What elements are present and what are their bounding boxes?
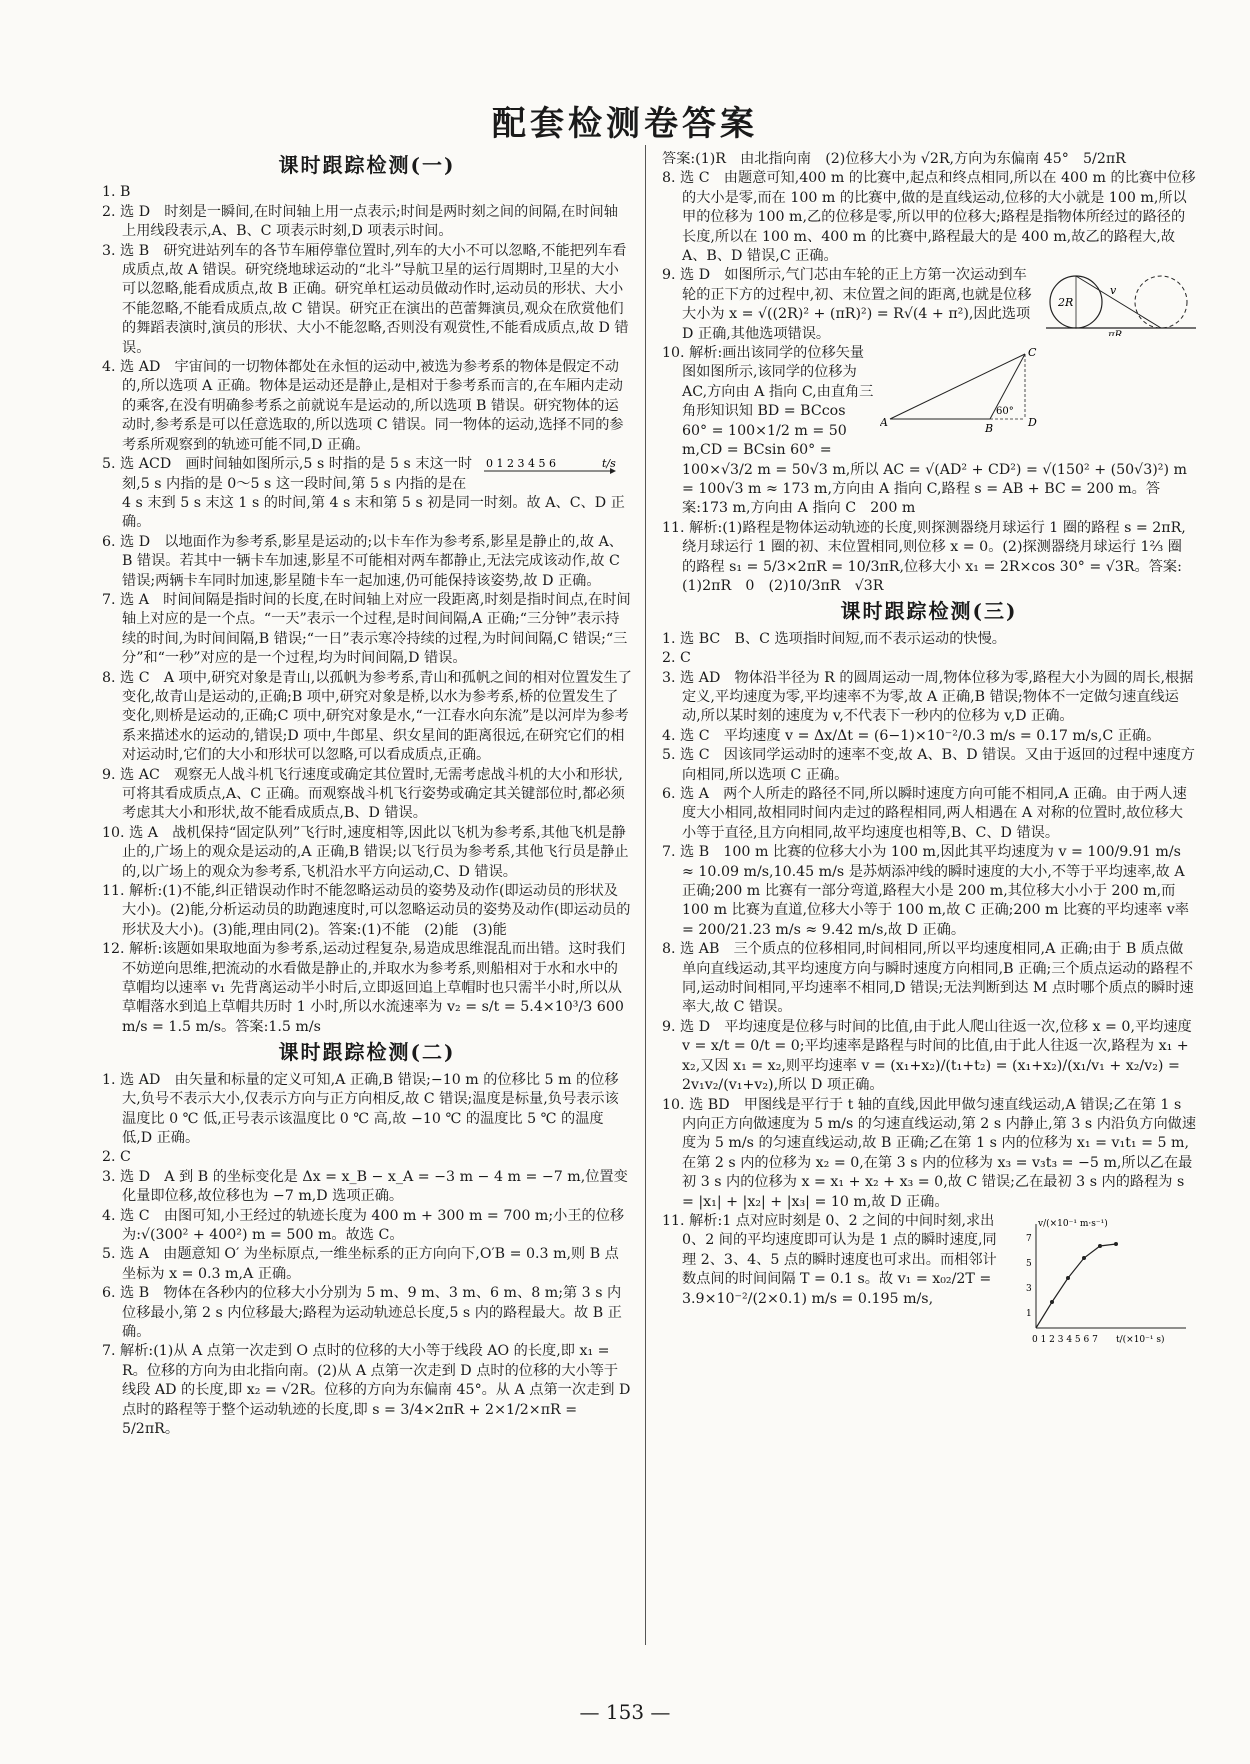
answer-item: 5. 选 ACD 画时间轴如图所示,5 s 时指的是 5 s 末这一时刻,5 s 内指的是 0～5 s 这一段时间,第 5 s 内指的是在 4 s 末到 5 s 末这 1 s 的时间,第 4 s 末和第 5 s 初是同一时刻。故 A、C、D 正确。 — [102, 456, 625, 531]
answer-item: 4. 选 AD 宇宙间的一切物体都处在永恒的运动中,被选为参考系的物体是假定不动的,所以选项 A 正确。物体是运动还是静止,是相对于参考系而言的,在车厢内走动的乘客,在没有明确参考系之前就说车是运动的,所以选项 B 错误。研究物体的运动时,参考系是可以任意选取的,所以选项 C 错误。同一物体的运动,选择不同的参考系所观察到的轨迹可能不同,D 正确。 — [102, 359, 624, 453]
section-heading-1: 课时跟踪检测(一) — [278, 153, 456, 177]
answer-item: 3. 选 AD 物体沿半径为 R 的圆周运动一周,物体位移为零,路程大小为圆的周长,根据定义,平均速度为零,平均速率不为零,故 A 正确,B 错误;物体不一定做匀速直线运动,所以某时刻的速度为 v,不代表下一秒内的位移为 v,D 正确。 — [662, 669, 1194, 725]
right-column — [662, 150, 1196, 1650]
answer-item: 9. 选 D 如图所示,气门芯由车轮的正上方第一次运动到车轮的正下方的过程中,初、末位置之间的距离,也就是位移大小为 x = √((2R)² + (πR)²) = R√(4 + π²),因此选项 D 正确,其他选项错误。 — [662, 267, 1032, 342]
answer-item: 8. 选 C 由题意可知,400 m 的比赛中,起点和终点相同,所以在 400 m 的比赛中位移的大小是零,而在 100 m 的比赛中,做的是直线运动,位移的大小就是 100 m,所以甲的位移为 100 m,乙的位移是零,所以甲的位移大;路程是指物体所经过的路径的长度,所以在 100 m、400 m 的比赛中,路程最大的是 400 m,故乙的路程大,故 A、B、D 错误,C 正确。 — [662, 170, 1196, 265]
answer-item: 10. 选 BD 甲图线是平行于 t 轴的直线,因此甲做匀速直线运动,A 错误;乙在第 1 s 内向正方向做速度为 5 m/s 的匀速直线运动,第 2 s 内静止,第 3 s 内沿负方向做速度为 5 m/s 的匀速直线运动,故 B 正确;乙在第 1 s 内的位移为 x₁ = v₁t₁ = 5 m,在第 2 s 内的位移为 x₂ = 0,在第 3 s 内的位移为 x₃ = v₃t₃ = −5 m,所以乙在最初 3 s 内的位移为 x = x₁ + x₂ + x₃ = 0,故 C 错误;乙在最初 3 s 内的路程为 s = |x₁| + |x₂| + |x₃| = 10 m,故 D 正确。 — [662, 1096, 1196, 1210]
answer-item: 2. C — [102, 1149, 131, 1166]
label-2r: 2R — [1058, 296, 1074, 310]
answer-item: 5. 选 C 因该同学运动时的速率不变,故 A、B、D 错误。又由于返回的过程中速度方向相同,所以选项 C 正确。 — [662, 747, 1195, 783]
answer-item: 6. 选 D 以地面作为参考系,影星是运动的;以卡车作为参考系,影星是静止的,故 A、B 错误。若其中一辆卡车加速,影星不可能相对两车都静止,无法完成该动作,故 C 错误;两辆卡车同时加速,影星随卡车一起加速,仍可能保持该姿势,故 D 正确。 — [102, 533, 623, 589]
velocity-graph-figure — [1016, 1216, 1196, 1352]
graph-xticks: 0 1 2 3 4 5 6 7 — [1032, 1334, 1098, 1345]
answer-item: 8. 选 C A 项中,研究对象是青山,以孤帆为参考系,青山和孤帆之间的相对位置发生了变化,故青山是运动的,正确;B 项中,研究对象是桥,以水为参考系,桥的位置发生了变化,则桥是运动的,正确;C 项中,研究对象是水,“一江春水向东流”是以河岸为参考系来描述水的运动的,错误;D 项中,牛郎星、织女星间的距离很远,在研究它们的相对运动时,它们的大小和形状可以忽略,可以看成质点,正确。 — [102, 669, 632, 764]
answer-item: 9. 选 D 平均速度是位移与时间的比值,由于此人爬山往返一次,位移 x = 0,平均速度 v = x/t = 0/t = 0;平均速率是路程与时间的比值,由于此人往返一次,路程为 x₁ + x₂,又因 x₁ = x₂,则平均速率 v = (x₁+x₂)/(t₁+t₂) = (x₁+x₂)/(x₁/v₁ + x₂/v₂) = 2v₁v₂/(v₁+v₂),所以 D 项正确。 — [662, 1018, 1192, 1094]
answer-item: 6. 选 A 两个人所走的路径不同,所以瞬时速度方向可能不相同,A 正确。由于两人速度大小相同,故相同时间内走过的路程相同,两人相遇在 A 对称的位置时,故位移大小等于直径,且方向相同,故平均速度也相等,B、C、D 错误。 — [662, 786, 1187, 841]
label-v: v — [1110, 284, 1117, 298]
answer-item: 10. 解析:画出该同学的位移矢量图如图所示,该同学的位移为 AC,方向由 A 指向 C,由直角三角形知识知 BD = BCcos 60° = 100×1/2 m = 50 m,CD = BCsin 60° = 100×√3/2 m = 50√3 m,所以 AC = √(AD² + CD²) = √(150² + (50√3)²) m = 100√3 m ≈ 173 m,方向由 A 指向 C,路程 s = AB + BC = 200 m。答案:173 m,方向由 A 指向 C 200 m — [662, 345, 1187, 517]
answer-item: 2. 选 D 时刻是一瞬间,在时间轴上用一点表示;时间是两时刻之间的间隔,在时间轴上用线段表示,A、B、C 项表示时刻,D 项表示时间。 — [102, 203, 618, 240]
section-heading-3: 课时跟踪检测(三) — [840, 599, 1018, 624]
tri-label-b: B — [985, 422, 994, 435]
page-title: 配套检测卷答案 — [492, 104, 758, 144]
answer-item: 11. 解析:1 点对应时刻是 0、2 之间的中间时刻,求出 0、2 间的平均速度即可认为是 1 点的瞬时速度,同理 2、3、4、5 点的瞬时速度也可求出。而相邻计数点间的时间间隔 T = 0.1 s。故 v₁ = x₀₂/2T = 3.9×10⁻²/(2×0.1) m/s = 0.195 m/s, — [662, 1212, 997, 1307]
column-divider — [645, 145, 646, 1645]
answer-item: 4. 选 C 平均速度 v = Δx/Δt = (6−1)×10⁻²/0.3 m/s = 0.17 m/s,C 正确。 — [662, 727, 1161, 744]
graph-ytick: 1 — [1026, 1308, 1032, 1319]
answer-item: 1. 选 AD 由矢量和标量的定义可知,A 正确,B 错误;−10 m 的位移比 5 m 的位移大,负号不表示大小,仅表示方向与正方向相反,故 C 错误;温度是标量,负号表示该温度比 0 ℃ 低,正号表示该温度比 0 ℃ 高,故 −10 ℃ 的温度比 5 ℃ 的温度低,D 正确。 — [102, 1071, 619, 1146]
answer-item: 4. 选 C 由图可知,小王经过的轨迹长度为 400 m + 300 m = 700 m;小王的位移为:√(300² + 400²) m = 500 m。故选 C。 — [102, 1207, 625, 1243]
tri-label-a: A — [880, 416, 888, 430]
graph-ytick: 5 — [1026, 1258, 1032, 1269]
tri-label-c: C — [1028, 346, 1037, 360]
answer-item: 3. 选 D A 到 B 的坐标变化是 Δx = x_B − x_A = −3 m − 4 m = −7 m,位置变化量即位移,故位移也为 −7 m,D 选项正确。 — [102, 1168, 628, 1205]
answer-item: 5. 选 A 由题意知 O′ 为坐标原点,一维坐标系的正方向向下,O′B = 0.3 m,则 B 点坐标为 x = 0.3 m,A 正确。 — [102, 1246, 619, 1282]
axis-unit: t/s — [602, 457, 616, 471]
answer-item: 答案:(1)R 由北指向南 (2)位移大小为 √2R,方向为东偏南 45° 5/2πR — [662, 151, 1126, 167]
page-number: — 153 — — [579, 1700, 671, 1724]
answer-item: 3. 选 B 研究进站列车的各节车厢停靠位置时,列车的大小不可以忽略,不能把列车看成质点,故 A 错误。研究绕地球运动的“北斗”导航卫星的运行周期时,卫星的大小可以忽略,能看成质点,故 B 正确。研究单杠运动员做动作时,运动员的形状、大小不能忽略,不能看成质点,故 C 错误。研究正在演出的芭蕾舞演员,观众在欣赏他们的舞蹈表演时,演员的形状、大小不能忽略,否则没有观赏性,不能看成质点,故 D 错误。 — [102, 242, 629, 356]
graph-ytick: 7 — [1026, 1233, 1032, 1244]
answer-item: 7. 选 B 100 m 比赛的位移大小为 100 m,因此其平均速度为 v = 100/9.91 m/s ≈ 10.09 m/s,10.45 m/s 是苏炳添冲线的瞬时速度的大小,不等于平均速率,故 A 正确;200 m 比赛有一部分弯道,路程大小是 200 m,其位移大小小于 200 m,而 100 m 比赛为直道,位移大小等于 100 m,故 C 正确;200 m 比赛的平均速率 v率 = 200/21.23 m/s ≈ 9.42 m/s,故 D 正确。 — [662, 844, 1189, 938]
answer-item: 8. 选 AB 三个质点的位移相同,时间相同,所以平均速度相同,A 正确;由于 B 质点做单向直线运动,其平均速度方向与瞬时速度方向相同,B 正确;三个质点运动的路程不同,运动时间相同,平均速率不相同,D 错误;无法判断到达 M 点时哪个质点的瞬时速率大,故 C 错误。 — [662, 941, 1194, 1016]
answer-item: 11. 解析:(1)路程是物体运动轨迹的长度,则探测器绕月球运行 1 圈的路程 s = 2πR,绕月球运行 1 圈的初、末位置相同,则位移 x = 0。(2)探测器绕月球运行 1⅔ 圈的路程 s₁ = 5/3×2πR = 10/3πR,位移大小 x₁ = 2R×cos 30° = √3R。答案:(1)2πR 0 (2)10/3πR √3R — [662, 519, 1186, 594]
axis-ticks: 0 1 2 3 4 5 6 — [486, 457, 556, 471]
wheel-figure — [1046, 266, 1196, 342]
answer-item: 1. 选 BC B、C 选项指时间短,而不表示运动的快慢。 — [662, 630, 1006, 647]
answer-item: 11. 解析:(1)不能,纠正错误动作时不能忽略运动员的姿势及动作(即运动员的形状及大小)。(2)能,分析运动员的助跑速度时,可以忽略运动员的姿势及动作(即运动员的形状及大小)。(3)能,理由同(2)。答案:(1)不能 (2)能 (3)能 — [102, 883, 631, 938]
graph-ylabel: v/(×10⁻¹ m·s⁻¹) — [1038, 1218, 1108, 1229]
graph-ytick: 3 — [1026, 1283, 1032, 1294]
answer-item: 12. 解析:该题如果取地面为参考系,运动过程复杂,易造成思维混乱而出错。这时我们不妨逆向思维,把流动的水看做是静止的,并取水为参考系,则船相对于水和水中的草帽均以速率 v₁ 先背离运动半小时后,立即返回追上草帽时也只需半小时,所以从草帽落水到追上草帽共历时 1 小时,所以水流速率为 v₂ = s/t = 5.4×10³/3 600 m/s = 1.5 m/s。答案:1.5 m/s — [102, 941, 626, 1035]
answer-item: 7. 选 A 时间间隔是指时间的长度,在时间轴上对应一段距离,时刻是指时间点,在时间轴上对应的是一个点。“一天”表示一个过程,是时间间隔,A 正确;“三分钟”表示持续的时间,为时间间隔,B 错误;“一日”表示寒冷持续的过程,为时间间隔,C 错误;“三分”和“一秒”对应的是一个过程,均为时间间隔,D 错误。 — [102, 591, 631, 667]
section-heading-2: 课时跟踪检测(二) — [278, 1040, 456, 1065]
label-pir: πR — [1108, 330, 1123, 337]
answer-item: 9. 选 AC 观察无人战斗机飞行速度或确定其位置时,无需考虑战斗机的大小和形状,可将其看成质点,A、C 正确。而观察战斗机飞行姿势或确定其关键部位时,都必须考虑其大小和形状,故不能看成质点,B、D 错误。 — [102, 766, 625, 822]
answer-item: 2. C — [662, 650, 691, 667]
left-column — [102, 150, 632, 1650]
graph-xlabel: t/(×10⁻¹ s) — [1116, 1334, 1165, 1345]
answer-item: 7. 解析:(1)从 A 点第一次走到 O 点时的位移的大小等于线段 AO 的长度,即 x₁ = R。位移的方向为由北指向南。(2)从 A 点第一次走到 D 点时的位移的大小等于线段 AD 的长度,即 x₂ = √2R。位移的方向为东偏南 45°。从 A 点第一次走到 D 点时的路程等于整个运动轨迹的长度,即 s = 3/4×2πR + 2×1/2×πR = 5/2πR。 — [102, 1343, 631, 1437]
answer-item: 10. 选 A 战机保持“固定队列”飞行时,速度相等,因此以飞机为参考系,其他飞机是静止的,广场上的观众是运动的,A 正确,B 错误;以飞行员为参考系,其他飞行员是静止的,以广场上的观众为参考系,飞机沿水平方向运动,C、D 错误。 — [102, 824, 629, 880]
answer-item: 6. 选 B 物体在各秒内的位移大小分别为 5 m、9 m、3 m、6 m、8 m;第 3 s 内位移最小,第 2 s 内位移最大;路程为运动轨迹总长度,5 s 内的路程最大。故 B 正确。 — [102, 1285, 622, 1340]
time-axis-figure — [482, 455, 632, 487]
tri-label-d: D — [1028, 416, 1037, 430]
tri-angle: 60° — [996, 406, 1014, 418]
triangle-figure — [880, 344, 1040, 440]
answer-item: 1. B — [102, 184, 131, 201]
